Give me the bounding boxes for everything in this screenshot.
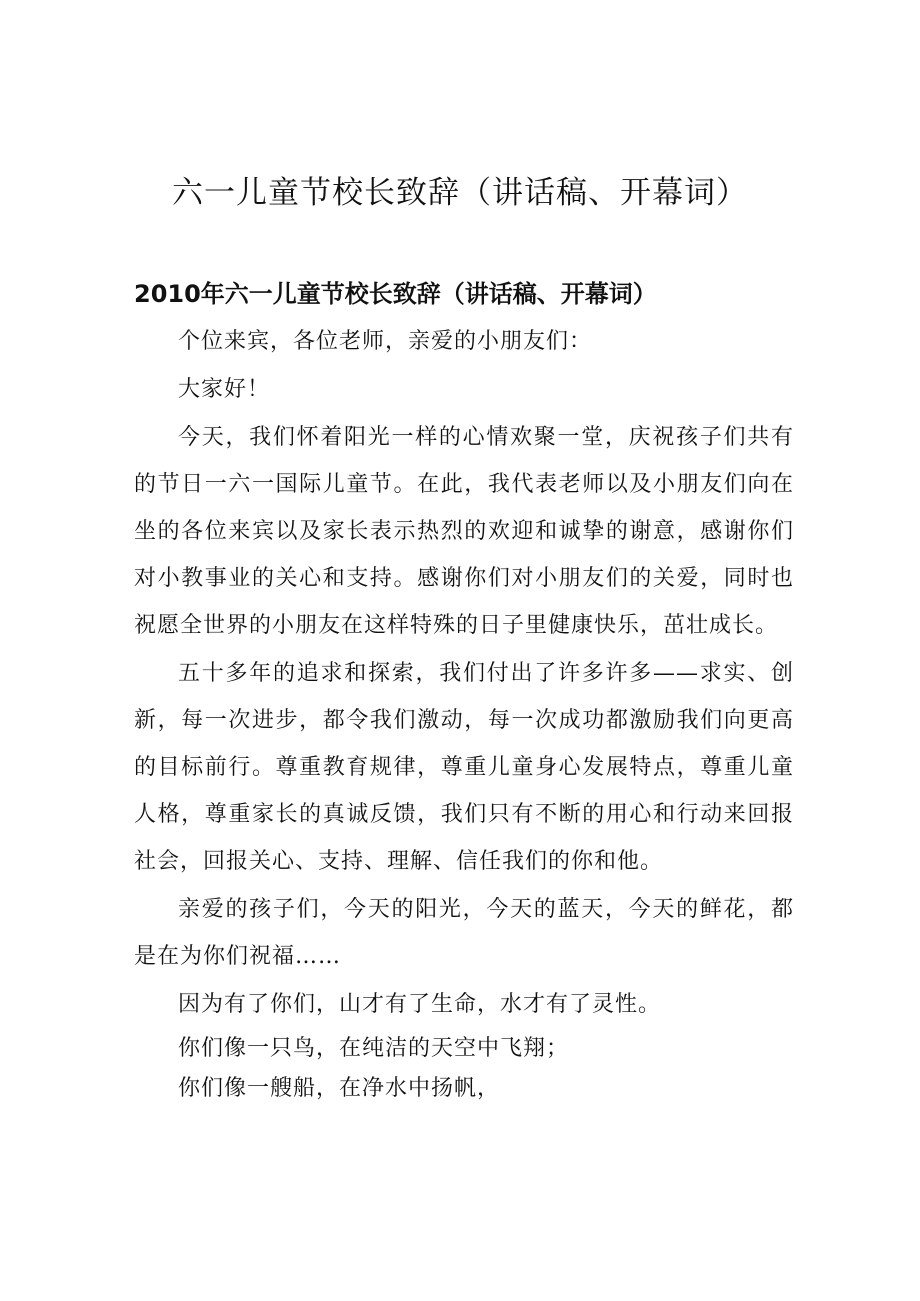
paragraph-blessing: 亲爱的孩子们，今天的阳光，今天的蓝天，今天的鲜花，都是在为你们祝福…… bbox=[134, 897, 794, 969]
paragraph-hello: 大家好！ bbox=[178, 377, 271, 402]
document-body bbox=[134, 318, 794, 1109]
document-title: 六一儿童节校长致辞（讲话稿、开幕词） bbox=[172, 175, 748, 211]
paragraph-celebration: 今天，我们怀着阳光一样的心情欢聚一堂，庆祝孩子们共有的节日一六一国际儿童节。在此，我代表老师以及小朋友们向在坐的各位来宾以及家长表示热烈的欢迎和诚挚的谢意，感谢你们对小教事业的关心和支持。感谢你们对小朋友们的关爱，同时也祝愿全世界的小朋友在这样特殊的日子里健康快乐，茁壮成长。 bbox=[134, 425, 794, 638]
paragraph-ship: 你们像一艘船，在净水中扬帆， bbox=[178, 1076, 501, 1101]
section-heading: 2010年六一儿童节校长致辞（讲话稿、开幕词） bbox=[134, 280, 657, 308]
paragraph-bird: 你们像一只鸟，在纯洁的天空中飞翔； bbox=[178, 1036, 570, 1061]
paragraph-history: 五十多年的追求和探索，我们付出了许多许多——求实、创新，每一次进步，都令我们激动，每一次成功都激励我们向更高的目标前行。尊重教育规律，尊重儿童身心发展特点，尊重儿童人格，尊重家长的真诚反馈，我们只有不断的用心和行动来回报社会，回报关心、支持、理解、信任我们的你和他。 bbox=[134, 661, 794, 874]
paragraph-greeting: 个位来宾，各位老师，亲爱的小朋友们： bbox=[178, 329, 593, 354]
paragraph-because: 因为有了你们，山才有了生命，水才有了灵性。 bbox=[178, 992, 662, 1017]
